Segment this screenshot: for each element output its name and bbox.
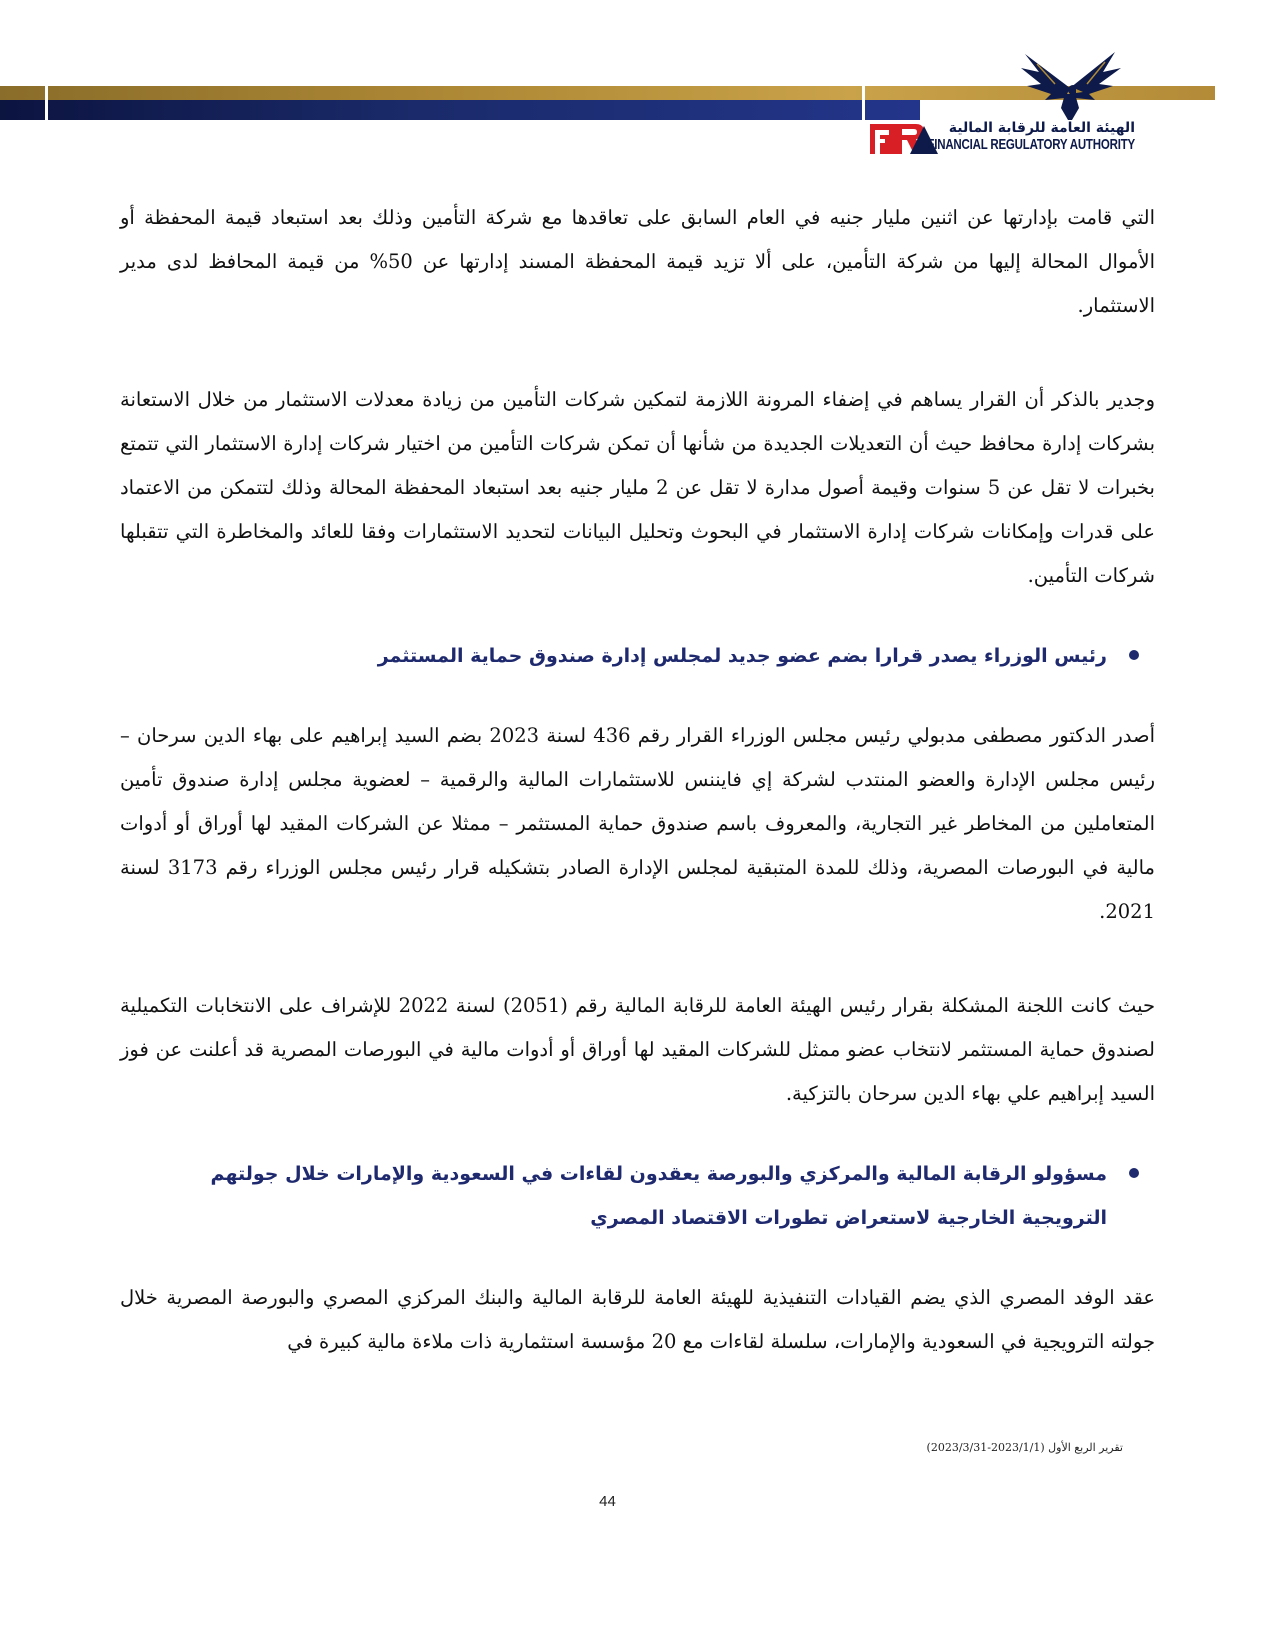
paragraph-gap xyxy=(120,1116,1155,1152)
section-heading-promotional-tour xyxy=(120,1152,1155,1240)
header-navy-stripe xyxy=(0,100,920,120)
fra-logo xyxy=(870,50,1140,165)
heading-text: مسؤولو الرقابة المالية والمركزي والبورصة يعقدون لقاءات في السعودية والإمارات خلال جولتهم الترويجية الخارجية لاستعراض تطورات الاقتصاد المصري xyxy=(210,1163,1107,1229)
header-stripe-divider xyxy=(45,86,48,120)
paragraph-gap xyxy=(120,598,1155,634)
logo-english-text: FINANCIAL REGULATORY AUTHORITY xyxy=(927,137,1135,153)
bullet-icon xyxy=(1129,1168,1139,1178)
page-number: 44 xyxy=(599,1493,616,1510)
paragraph-board-appointment: أصدر الدكتور مصطفى مدبولي رئيس مجلس الوزراء القرار رقم 436 لسنة 2023 بضم السيد إبراهيم على بهاء الدين سرحان – رئيس مجلس الإدارة والعضو المنتدب لشركة إي فايننس للاستثمارات المالية والرقمية – لعضوية مجلس إدارة صندوق تأمين المتعاملين من المخاطر غير التجارية، والمعروف باسم صندوق حماية المستثمر – ممثلا عن الشركات المقيد لها أوراق أو أدوات مالية في البورصات المصرية، وذلك للمدة المتبقية لمجلس الإدارة الصادر بتشكيله قرار رئيس مجلس الوزراء رقم 3173 لسنة 2021. xyxy=(120,724,1155,923)
paragraph-gap xyxy=(120,1240,1155,1276)
report-period-note: تقرير الربع الأول (2023/1/1-2023/3/31) xyxy=(926,1441,1123,1454)
header-stripe-divider xyxy=(862,86,865,120)
logo-arabic-text: الهيئة العامة للرقابة المالية xyxy=(948,120,1135,136)
paragraph-gap xyxy=(120,678,1155,714)
paragraph-investment-flexibility: وجدير بالذكر أن القرار يساهم في إضفاء المرونة اللازمة لتمكين شركات التأمين من زيادة معدلات الاستثمار من خلال الاستعانة بشركات إدارة محافظ حيث أن التعديلات الجديدة من شأنها أن تمكن شركات التأمين من اختيار شركات إدارة الاستثمار التي تتمتع بخبرات لا تقل عن 5 سنوات وقيمة أصول مدارة لا تقل عن 2 مليار جنيه بعد استبعاد المحفظة المحالة وذلك لتتمكن من الاعتماد على قدرات وإمكانات شركات إدارة الاستثمار في البحوث وتحليل البيانات لتحديد الاستثمارات وفقا للعائد والمخاطرة التي تتقبلها شركات التأمين. xyxy=(120,388,1155,587)
page-header xyxy=(0,0,1275,170)
bullet-icon xyxy=(1129,650,1139,660)
section-heading-investor-fund xyxy=(120,634,1155,678)
paragraph-gap xyxy=(120,934,1155,984)
paragraph-delegation-meetings: عقد الوفد المصري الذي يضم القيادات التنفيذية للهيئة العامة للرقابة المالية والبنك المركزي المصري والبورصة المصرية خلال جولته الترويجية في السعودية والإمارات، سلسلة لقاءات مع 20 مؤسسة استثمارية ذات ملاءة مالية كبيرة في xyxy=(120,1286,1155,1353)
eagle-icon xyxy=(1015,50,1125,122)
paragraph-insurance-portfolio: التي قامت بإدارتها عن اثنين مليار جنيه في العام السابق على تعاقدها مع شركة التأمين وذلك بعد استبعاد قيمة المحفظة أو الأموال المحالة إليها من شركة التأمين، على ألا تزيد قيمة المحفظة المسند إدارتها عن 50% من قيمة المحافظ لدى مدير الاستثمار. xyxy=(120,206,1155,317)
heading-text: رئيس الوزراء يصدر قرارا بضم عضو جديد لمجلس إدارة صندوق حماية المستثمر xyxy=(377,645,1107,667)
paragraph-gap xyxy=(120,328,1155,378)
page-content xyxy=(120,196,1155,1364)
paragraph-election-committee: حيث كانت اللجنة المشكلة بقرار رئيس الهيئة العامة للرقابة المالية رقم (2051) لسنة 2022 للإشراف على الانتخابات التكميلية لصندوق حماية المستثمر لانتخاب عضو ممثل للشركات المقيد لها أوراق أو أدوات مالية في البورصات المصرية قد أعلنت عن فوز السيد إبراهيم علي بهاء الدين سرحان بالتزكية. xyxy=(120,994,1156,1105)
